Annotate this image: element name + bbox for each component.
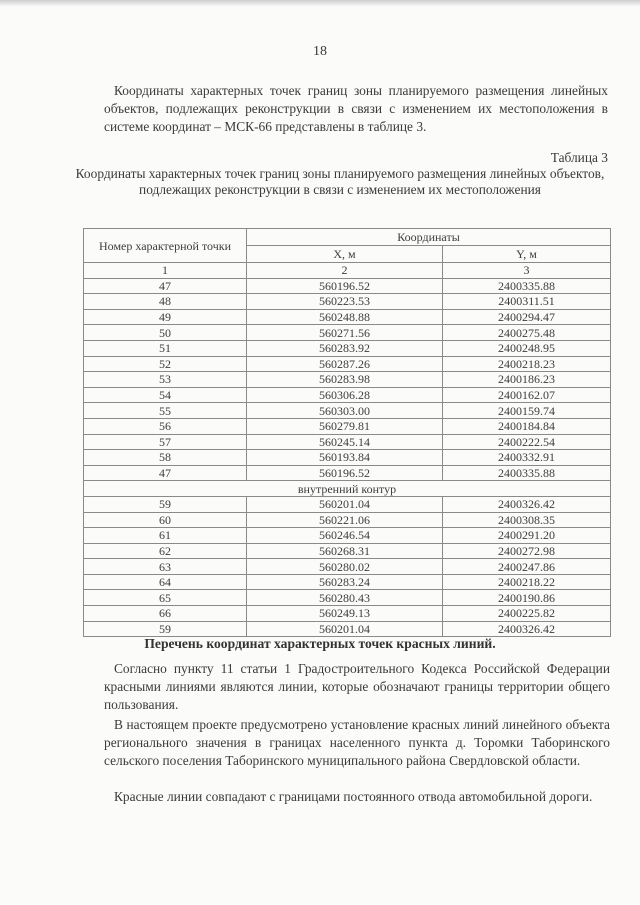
x-coordinate-cell: 560287.26 <box>247 356 443 372</box>
point-number-cell: 66 <box>84 606 247 622</box>
x-coordinate-cell: 560221.06 <box>247 512 443 528</box>
table-row <box>84 309 611 325</box>
inner-contour-label: внутренний контур <box>84 481 611 497</box>
inner-contour-rows <box>84 496 611 636</box>
table-number: Таблица 3 <box>550 150 608 165</box>
column-number: 3 <box>443 263 611 279</box>
section-heading: Перечень координат характерных точек красных линий. <box>144 636 496 651</box>
point-number-cell: 53 <box>84 372 247 388</box>
table-row <box>84 418 611 434</box>
x-coordinate-cell: 560280.43 <box>247 590 443 606</box>
point-number-cell: 47 <box>84 465 247 481</box>
table-row <box>84 372 611 388</box>
point-number-cell: 54 <box>84 387 247 403</box>
x-coordinate-cell: 560193.84 <box>247 450 443 466</box>
table-row <box>84 403 611 419</box>
x-coordinate-cell: 560283.92 <box>247 340 443 356</box>
point-number-cell: 50 <box>84 325 247 341</box>
point-number-cell: 57 <box>84 434 247 450</box>
table-row <box>84 387 611 403</box>
column-number-row <box>84 263 611 279</box>
header-y: Y, м <box>443 246 611 263</box>
point-number-cell: 63 <box>84 559 247 575</box>
point-number-cell: 65 <box>84 590 247 606</box>
table-row <box>84 278 611 294</box>
y-coordinate-cell: 2400291.20 <box>443 528 611 544</box>
y-coordinate-cell: 2400308.35 <box>443 512 611 528</box>
table-row <box>84 528 611 544</box>
point-number-cell: 64 <box>84 574 247 590</box>
header-point-number: Номер характерной точки <box>84 229 247 263</box>
point-number-cell: 61 <box>84 528 247 544</box>
paragraph: Согласно пункту 11 статьи 1 Градостроительного Кодекса Российской Федерации красными линиями являются линии, которые обозначают границы территории общего пользования. <box>104 661 610 712</box>
y-coordinate-cell: 2400275.48 <box>443 325 611 341</box>
y-coordinate-cell: 2400335.88 <box>443 278 611 294</box>
table-row <box>84 325 611 341</box>
x-coordinate-cell: 560245.14 <box>247 434 443 450</box>
point-number-cell: 51 <box>84 340 247 356</box>
intro-paragraph: Координаты характерных точек границ зоны планируемого размещения линейных объектов, подлежащих реконструкции в связи с изменением их местоположения в системе координат – МСК-66 представлены в таблице 3. <box>104 83 608 134</box>
column-number: 2 <box>247 263 443 279</box>
table-row <box>84 574 611 590</box>
table-row <box>84 294 611 310</box>
x-coordinate-cell: 560303.00 <box>247 403 443 419</box>
table-row <box>84 543 611 559</box>
x-coordinate-cell: 560283.98 <box>247 372 443 388</box>
table-row <box>84 340 611 356</box>
table-row <box>84 512 611 528</box>
outer-contour-rows <box>84 278 611 481</box>
y-coordinate-cell: 2400332.91 <box>443 450 611 466</box>
scan-edge <box>0 0 640 6</box>
table-header-row <box>84 229 611 246</box>
x-coordinate-cell: 560283.24 <box>247 574 443 590</box>
x-coordinate-cell: 560223.53 <box>247 294 443 310</box>
header-x: X, м <box>247 246 443 263</box>
point-number-cell: 56 <box>84 418 247 434</box>
y-coordinate-cell: 2400311.51 <box>443 294 611 310</box>
table-row <box>84 606 611 622</box>
y-coordinate-cell: 2400248.95 <box>443 340 611 356</box>
page-number: 18 <box>313 44 327 59</box>
point-number-cell: 49 <box>84 309 247 325</box>
y-coordinate-cell: 2400222.54 <box>443 434 611 450</box>
paragraph: Красные линии совпадают с границами постоянного отвода автомобильной дороги. <box>114 789 593 804</box>
header-coordinates: Координаты <box>247 229 611 246</box>
table-row <box>84 450 611 466</box>
y-coordinate-cell: 2400225.82 <box>443 606 611 622</box>
y-coordinate-cell: 2400326.42 <box>443 621 611 637</box>
table-row <box>84 621 611 637</box>
point-number-cell: 62 <box>84 543 247 559</box>
x-coordinate-cell: 560201.04 <box>247 621 443 637</box>
point-number-cell: 48 <box>84 294 247 310</box>
y-coordinate-cell: 2400272.98 <box>443 543 611 559</box>
y-coordinate-cell: 2400184.84 <box>443 418 611 434</box>
x-coordinate-cell: 560279.81 <box>247 418 443 434</box>
point-number-cell: 59 <box>84 621 247 637</box>
point-number-cell: 59 <box>84 496 247 512</box>
x-coordinate-cell: 560271.56 <box>247 325 443 341</box>
table-row <box>84 559 611 575</box>
table-row <box>84 590 611 606</box>
x-coordinate-cell: 560249.13 <box>247 606 443 622</box>
table-row <box>84 434 611 450</box>
y-coordinate-cell: 2400186.23 <box>443 372 611 388</box>
table-caption: Координаты характерных точек границ зоны планируемого размещения линейных объектов, подлежащих реконструкции в связи с изменением их местоположения <box>75 166 605 197</box>
table-row <box>84 496 611 512</box>
y-coordinate-cell: 2400162.07 <box>443 387 611 403</box>
y-coordinate-cell: 2400335.88 <box>443 465 611 481</box>
column-number: 1 <box>84 263 247 279</box>
y-coordinate-cell: 2400247.86 <box>443 559 611 575</box>
point-number-cell: 55 <box>84 403 247 419</box>
x-coordinate-cell: 560280.02 <box>247 559 443 575</box>
point-number-cell: 52 <box>84 356 247 372</box>
point-number-cell: 47 <box>84 278 247 294</box>
y-coordinate-cell: 2400326.42 <box>443 496 611 512</box>
x-coordinate-cell: 560196.52 <box>247 278 443 294</box>
x-coordinate-cell: 560248.88 <box>247 309 443 325</box>
table-row <box>84 481 611 497</box>
table-row <box>84 465 611 481</box>
coordinates-table <box>83 228 611 637</box>
y-coordinate-cell: 2400159.74 <box>443 403 611 419</box>
x-coordinate-cell: 560246.54 <box>247 528 443 544</box>
y-coordinate-cell: 2400218.23 <box>443 356 611 372</box>
x-coordinate-cell: 560196.52 <box>247 465 443 481</box>
x-coordinate-cell: 560201.04 <box>247 496 443 512</box>
x-coordinate-cell: 560268.31 <box>247 543 443 559</box>
x-coordinate-cell: 560306.28 <box>247 387 443 403</box>
paragraph: В настоящем проекте предусмотрено установление красных линий линейного объекта регионального значения в границах населенного пункта д. Торомки Таборинского сельского поселения Таборинского муниципального района Свердловской области. <box>104 717 610 768</box>
y-coordinate-cell: 2400218.22 <box>443 574 611 590</box>
point-number-cell: 58 <box>84 450 247 466</box>
inner-contour-label-row <box>84 481 611 497</box>
y-coordinate-cell: 2400190.86 <box>443 590 611 606</box>
table-row <box>84 356 611 372</box>
point-number-cell: 60 <box>84 512 247 528</box>
y-coordinate-cell: 2400294.47 <box>443 309 611 325</box>
